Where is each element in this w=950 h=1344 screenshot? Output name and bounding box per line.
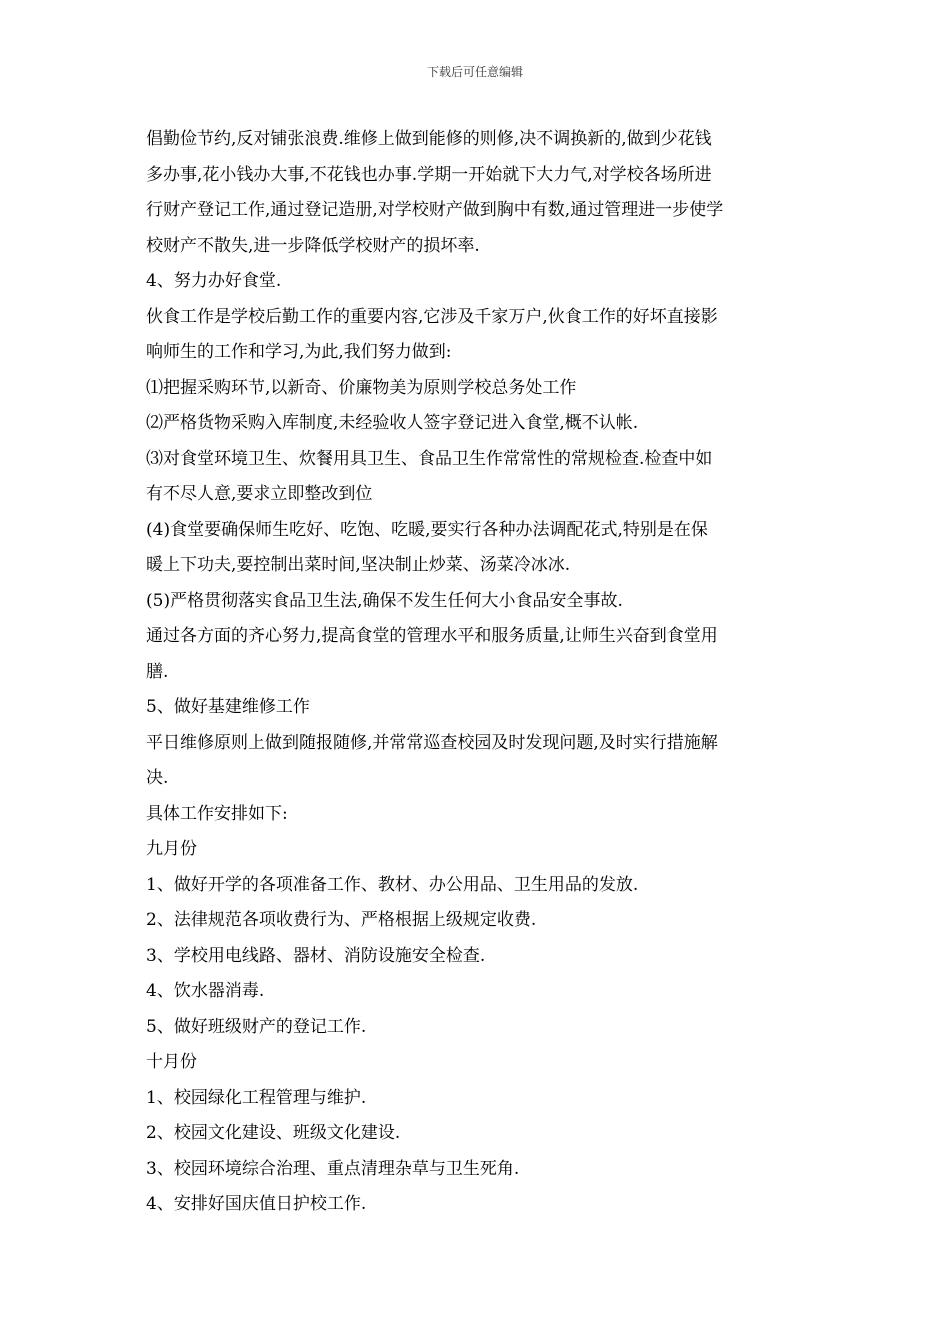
list-item: ⑵严格货物采购入库制度,未经验收人签字登记进入食堂,概不认帐. — [146, 413, 639, 433]
list-item: 2、校园文化建设、班级文化建设. — [146, 1123, 401, 1143]
list-item: 4、饮水器消毒. — [146, 981, 265, 1001]
text-line: 暖上下功夫,要控制出菜时间,坚决制止炒菜、汤菜冷冰冰. — [146, 555, 571, 575]
list-item: 5、做好班级财产的登记工作. — [146, 1016, 367, 1037]
text-line: 行财产登记工作,通过登记造册,对学校财产做到胸中有数,通过管理进一步使学 — [146, 200, 724, 220]
text-line: 通过各方面的齐心努力,提高食堂的管理水平和服务质量,让师生兴奋到食堂用 — [146, 626, 718, 646]
text-line: 多办事,花小钱办大事,不花钱也办事.学期一开始就下大力气,对学校各场所进 — [146, 164, 712, 185]
text-line: 平日维修原则上做到随报随修,并常常巡查校园及时发现问题,及时实行措施解 — [146, 732, 718, 753]
section-heading: 4、努力办好食堂. — [146, 271, 282, 291]
text-line: 有不尽人意,要求立即整改到位 — [146, 484, 373, 504]
text-line: 具体工作安排如下: — [146, 803, 288, 824]
text-line: 膳. — [146, 661, 169, 682]
month-heading: 十月份 — [146, 1052, 197, 1072]
text-line: 响师生的工作和学习,为此,我们努力做到: — [146, 342, 452, 362]
list-item: ⑶对食堂环境卫生、炊餐用具卫生、食品卫生作常常性的常规检查.检查中如 — [146, 448, 713, 469]
list-item: 2、法律规范各项收费行为、严格根据上级规定收费. — [146, 910, 537, 930]
list-item: ⑴把握采购环节,以新奇、价廉物美为原则学校总务处工作 — [146, 377, 577, 398]
list-item: 3、校园环境综合治理、重点清理杂草与卫生死角. — [146, 1158, 520, 1179]
list-item: 1、做好开学的各项准备工作、教材、办公用品、卫生用品的发放. — [146, 874, 639, 895]
list-item: 3、学校用电线路、器材、消防设施安全检查. — [146, 945, 486, 966]
month-heading: 九月份 — [146, 839, 197, 859]
text-line: 伙食工作是学校后勤工作的重要内容,它涉及千家万户,伙食工作的好坏直接影 — [146, 306, 718, 327]
list-item: 4、安排好国庆值日护校工作. — [146, 1194, 367, 1214]
text-line: 校财产不散失,进一步降低学校财产的损坏率. — [146, 235, 480, 256]
section-heading: 5、做好基建维修工作 — [146, 697, 310, 717]
text-line: 决. — [146, 768, 169, 788]
list-item: (4)食堂要确保师生吃好、吃饱、吃暖,要实行各种办法调配花式,特别是在保 — [146, 519, 708, 540]
document-body — [146, 122, 826, 1223]
page-header: 下载后可任意编辑 — [426, 65, 523, 79]
list-item: (5)严格贯彻落实食品卫生法,确保不发生任何大小食品安全事故. — [146, 590, 623, 611]
list-item: 1、校园绿化工程管理与维护. — [146, 1087, 367, 1108]
text-line: 倡勤俭节约,反对铺张浪费.维修上做到能修的则修,决不调换新的,做到少花钱 — [146, 129, 712, 149]
